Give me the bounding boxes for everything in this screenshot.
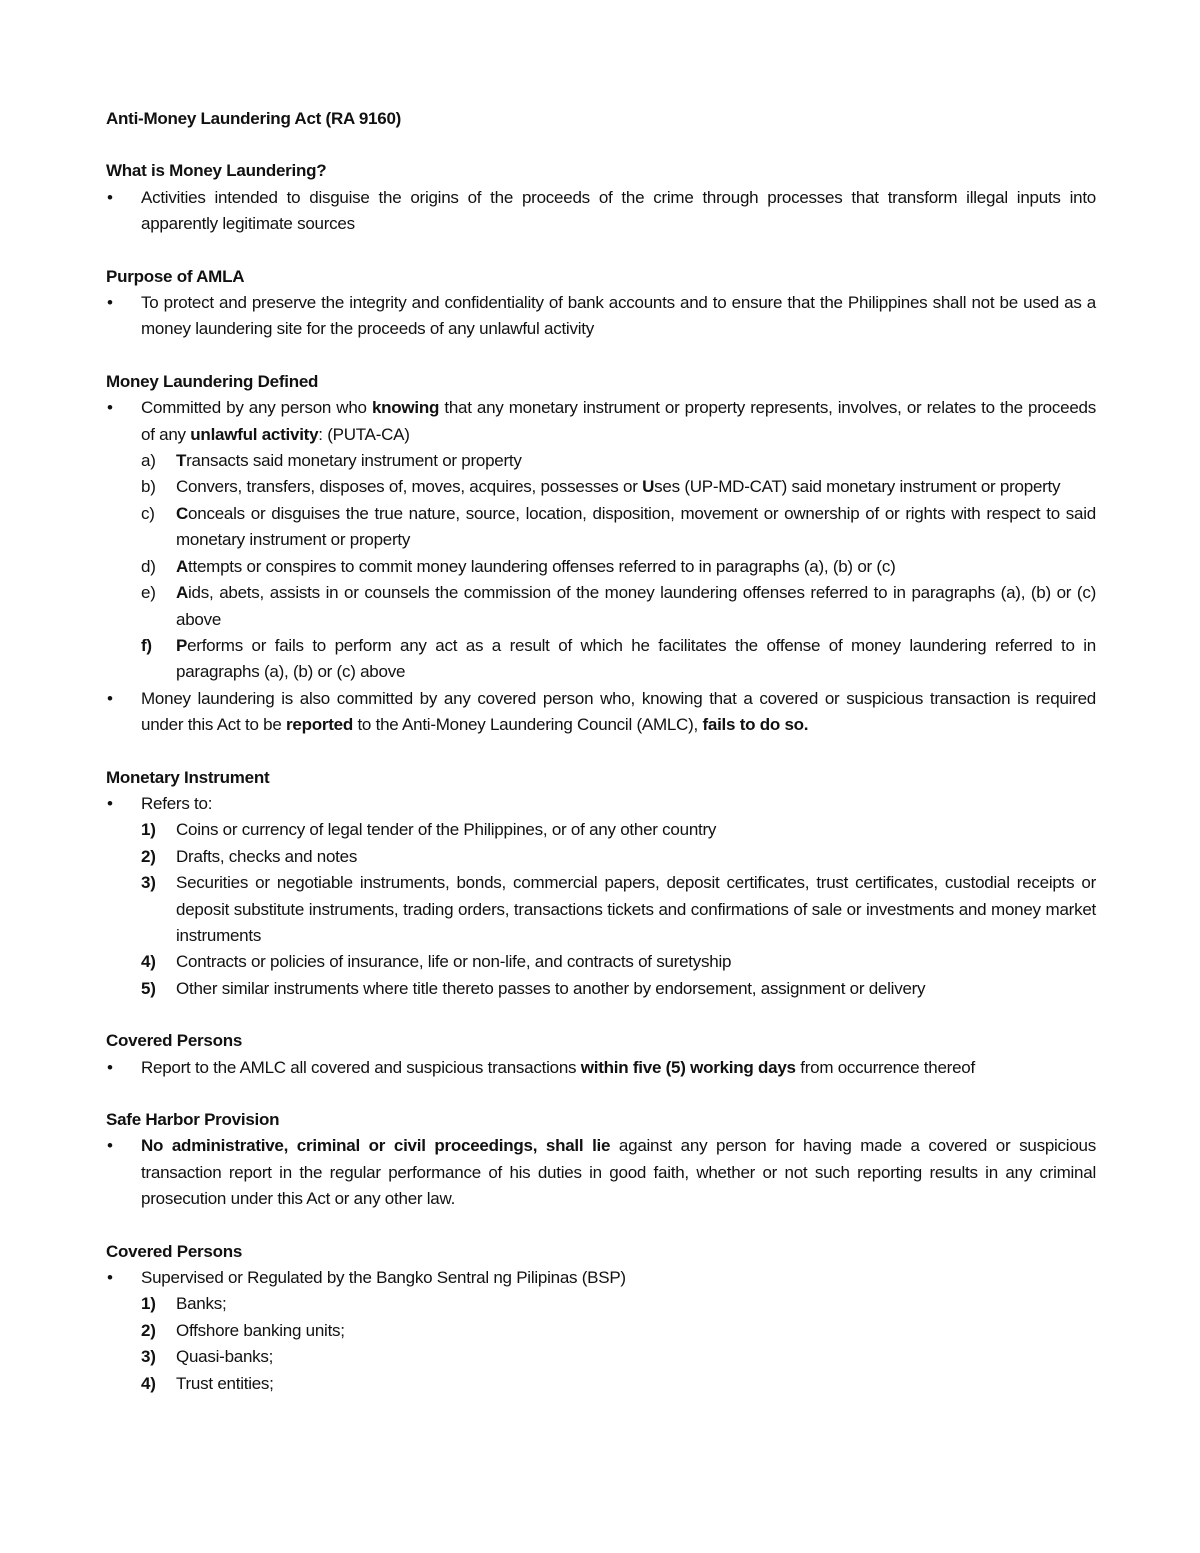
list-item: e) Aids, abets, assists in or counsels the commission of the money laundering offenses referred to in paragraphs (a), (b) or (c) above — [141, 583, 1096, 629]
document-title: Anti-Money Laundering Act (RA 9160) — [106, 109, 402, 128]
bullet-item: • Report to the AMLC all covered and suspicious transactions within five (5) working days from occurrence thereof — [106, 1055, 1096, 1081]
section-covered-persons-bsp — [106, 1239, 1096, 1397]
section-what-is-money-laundering — [106, 158, 1096, 237]
list-item: 2) Drafts, checks and notes — [141, 846, 358, 866]
list-item: 4) Contracts or policies of insurance, life or non-life, and contracts of suretyship — [141, 952, 732, 972]
bullet-item: • Refers to: — [106, 791, 1096, 817]
section-heading: Covered Persons — [106, 1031, 243, 1051]
list-item: c) Conceals or disguises the true nature, source, location, disposition, movement or ownership of or rights with respect to said monetary instrument or property — [141, 503, 1096, 550]
list-item: 1) Banks; — [141, 1294, 227, 1314]
list-item: 3) Quasi-banks; — [141, 1347, 274, 1367]
bullet-item: • Activities intended to disguise the origins of the proceeds of the crime through processes that transform illegal inputs into apparently legitimate sources — [106, 185, 1096, 238]
section-heading: Safe Harbor Provision — [106, 1110, 280, 1129]
section-money-laundering-defined — [106, 369, 1096, 739]
section-heading: Money Laundering Defined — [106, 371, 319, 391]
section-monetary-instrument — [106, 765, 1096, 1003]
bullet-item: • To protect and preserve the integrity and confidentiality of bank accounts and to ensure that the Philippines shall not be used as a money laundering site for the proceeds of any unlawful activity — [106, 290, 1096, 343]
section-heading: Monetary Instrument — [106, 767, 270, 787]
list-item: d) Attempts or conspires to commit money laundering offenses referred to in paragraphs (a), (b) or (c) — [141, 556, 896, 576]
bullet-item: • Committed by any person who knowing that any monetary instrument or property represents, involves, or relates to the proceeds of any unlawful activity: (PUTA-CA) — [106, 395, 1096, 448]
section-heading: Covered Persons — [106, 1241, 243, 1261]
list-item: 1) Coins or currency of legal tender of the Philippines, or of any other country — [141, 820, 717, 840]
section-covered-persons — [106, 1028, 1096, 1081]
list-item: b) Convers, transfers, disposes of, moves, acquires, possesses or Uses (UP-MD-CAT) said monetary instrument or property — [141, 477, 1061, 497]
bullet-item: • Money laundering is also committed by any covered person who, knowing that a covered or suspicious transaction is required under this Act to be reported to the Anti-Money Laundering Council (AMLC), fails to do so. — [106, 686, 1096, 739]
document-page — [106, 106, 1096, 1397]
section-purpose — [106, 264, 1096, 343]
list-item: 2) Offshore banking units; — [141, 1320, 345, 1340]
bullet-item: • No administrative, criminal or civil proceedings, shall lie against any person for having made a covered or suspicious transaction report in the regular performance of his duties in good faith, whether or not such reporting results in any criminal prosecution under this Act or any other law. — [106, 1133, 1096, 1212]
list-item: a) Transacts said monetary instrument or property — [141, 451, 522, 471]
bullet-item: • Supervised or Regulated by the Bangko Sentral ng Pilipinas (BSP) — [106, 1265, 1096, 1291]
list-item: f) Performs or fails to perform any act as a result of which he facilitates the offense of money laundering referred to in paragraphs (a), (b) or (c) above — [141, 635, 1096, 682]
section-heading: What is Money Laundering? — [106, 161, 327, 181]
section-safe-harbor — [106, 1107, 1096, 1213]
list-item: 3) Securities or negotiable instruments, bonds, commercial papers, deposit certificates, trust certificates, custodial receipts or deposit substitute instruments, trading orders, transactions tickets and confirmations of sale or investments and money market instruments — [141, 873, 1096, 945]
section-heading: Purpose of AMLA — [106, 266, 245, 286]
list-item: 5) Other similar instruments where title thereto passes to another by endorsement, assignment or delivery — [141, 978, 926, 998]
list-item: 4) Trust entities; — [141, 1373, 274, 1393]
